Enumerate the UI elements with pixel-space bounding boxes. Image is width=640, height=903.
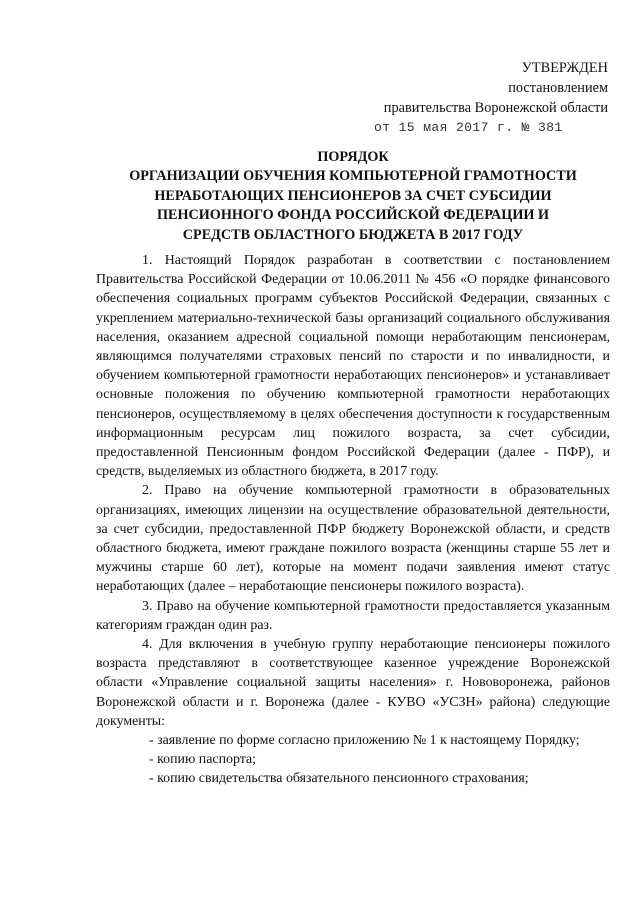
paragraph-1: 1. Настоящий Порядок разработан в соответствии с постановлением Правительства Российской Федерации от 10.06.2011 № 456 «О порядке финансового обеспечения социальных программ субъектов Российской Федерации, связанных с укреплением материально-технической базы организаций социального обслуживания населения, оказанием адресной социальной помощи неработающим пенсионерам, являющимся получателями страховых пенсий по старости и по инвалидности, и обучением компьютерной грамотности неработающих пенсионеров» и устанавливает основные положения по обучению компьютерной грамотности неработающих пенсионеров, осуществляемому в целях обеспечения доступности к государственным информационным ресурсам лиц пожилого возраста, за счет субсидии, предоставленной Пенсионным фондом Российской Федерации (далее - ПФР), и средств, выделяемых из областного бюджета, в 2017 году. xyxy=(96,253,610,480)
title-line: ОРГАНИЗАЦИИ ОБУЧЕНИЯ КОМПЬЮТЕРНОЙ ГРАМОТНОСТИ xyxy=(129,168,577,185)
approval-block xyxy=(330,58,608,138)
document-title xyxy=(96,148,610,245)
paragraph-3: 3. Право на обучение компьютерной грамотности предоставляется указанным категориям граждан один раз. xyxy=(96,598,610,633)
title-line: ПЕНСИОННОГО ФОНДА РОССИЙСКОЙ ФЕДЕРАЦИИ И xyxy=(156,207,549,224)
paragraph-2: 2. Право на обучение компьютерной грамотности в образовательных организациях, имеющих лицензии на осуществление образовательной деятельности, за счет субсидии, предоставленной ПФР бюджету Воронежской области, и средств областного бюджета, имеют граждане пожилого возраста (женщины старше 55 лет и мужчины старше 60 лет), которые на момент подачи заявления имеют статус неработающих (далее – неработающие пенсионеры пожилого возраста). xyxy=(96,483,610,595)
title-line: СРЕДСТВ ОБЛАСТНОГО БЮДЖЕТА В 2017 ГОДУ xyxy=(182,226,524,243)
document-body xyxy=(96,251,610,789)
list-item-application: - заявление по форме согласно приложению № 1 к настоящему Порядку; xyxy=(149,733,580,749)
approval-line-government: правительства Воронежской области xyxy=(383,100,608,116)
paragraph-4: 4. Для включения в учебную группу неработающие пенсионеры пожилого возраста представляют в соответствующее казенное учреждение Воронежской области «Управление социальной защиты населения» г. Нововоронежа, районов Воронежской области и г. Воронежа (далее - КУВО «УСЗН» района) следующие документы: xyxy=(96,637,610,729)
title-line: ПОРЯДОК xyxy=(317,149,389,165)
approval-heading: УТВЕРЖДЕН xyxy=(521,60,608,76)
approval-line-resolution: постановлением xyxy=(508,80,608,96)
title-line: НЕРАБОТАЮЩИХ ПЕНСИОНЕРОВ ЗА СЧЕТ СУБСИДИИ xyxy=(154,187,552,204)
approval-date-stamp: от 15 мая 2017 г. № 381 xyxy=(374,120,563,135)
list-item-insurance: - копию свидетельства обязательного пенсионного страхования; xyxy=(149,771,529,787)
list-item-passport: - копию паспорта; xyxy=(149,752,256,768)
